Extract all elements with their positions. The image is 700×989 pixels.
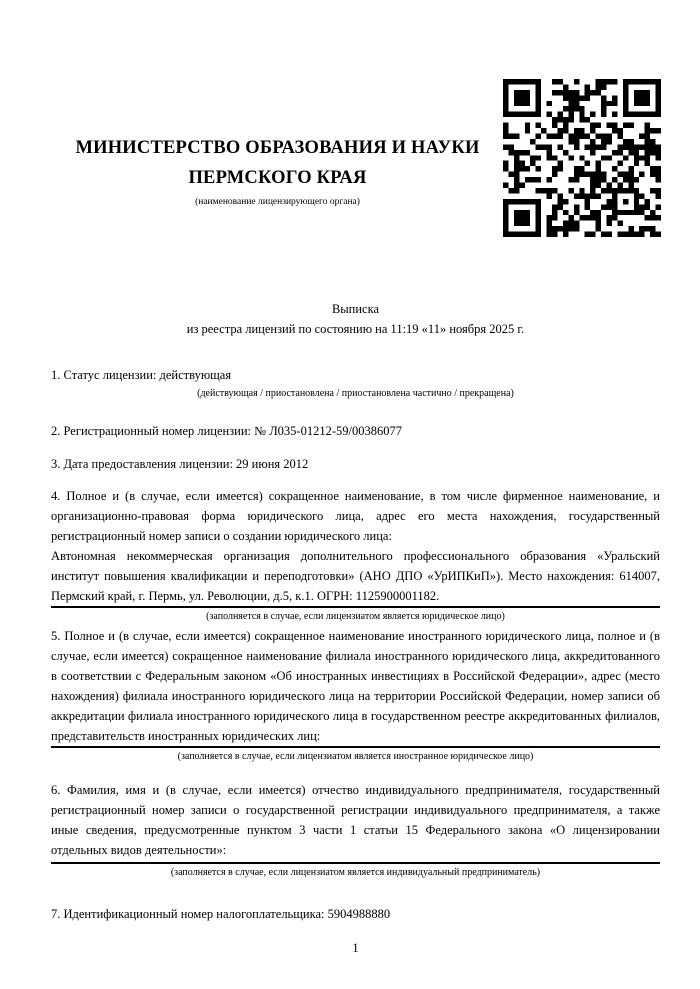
licensing-authority-block	[40, 133, 515, 209]
item-registration-number	[51, 421, 660, 441]
individual-entrepreneur-question: 6. Фамилия, имя и (в случае, если имеется) отчество индивидуального предпринимателя, государственный регистрационный номер записи о государственной регистрации индивидуального предпринимателя, а также иные сведения, предусмотренные пунктом 3 части 1 статьи 15 Федерального закона «О лицензировании отдельных видов деятельности»:	[51, 783, 660, 857]
legal-entity-answer: Автономная некоммерческая организация дополнительного профессионального образования «Уральский институт повышения квалификации и переподготовки» (АНО ДПО «УрИПКиП»). Место нахождения: 614007, Пермский край, г. Пермь, ул. Революции, д.5, к.1. ОГРН: 1125900001182.	[51, 549, 660, 603]
item-grant-date	[51, 454, 660, 474]
grant-date-text: 3. Дата предоставления лицензии: 29 июня 2012	[51, 457, 309, 471]
legal-entity-caption: (заполняется в случае, если лицензиатом является юридическое лицо)	[206, 611, 505, 622]
page-number: 1	[352, 941, 359, 955]
item-foreign-entity	[51, 626, 660, 764]
qr-code-icon	[503, 79, 661, 237]
registration-number-text: 2. Регистрационный номер лицензии: № Л035-01212-59/00386077	[51, 424, 402, 438]
document-title: Выписка	[331, 302, 380, 316]
foreign-entity-question: 5. Полное и (в случае, если имеется) сокращенное наименование иностранного юридического лица, полное и (в случае, если имеется) сокращенное наименование филиала иностранного юридического лица, аккредитованного в соответствии с Федеральным законом «Об иностранных инвестициях в Российской Федерации», адрес (место нахождения) филиала иностранного юридического лица на территории Российской Федерации, номер записи об аккредитации филиала иностранного юридического лица в государственном реестре аккредитованных филиалов, представительств иностранных юридических лиц:	[51, 629, 660, 743]
ministry-title-line2: ПЕРМСКОГО КРАЯ	[188, 168, 367, 188]
legal-entity-underline	[51, 606, 660, 608]
individual-entrepreneur-underline	[51, 862, 660, 864]
item-license-status	[51, 365, 660, 401]
ministry-title	[40, 133, 515, 193]
foreign-entity-underline	[51, 746, 660, 748]
foreign-entity-caption: (заполняется в случае, если лицензиатом является иностранное юридическое лицо)	[177, 751, 534, 762]
document-body	[51, 365, 660, 958]
taxpayer-number-text: 7. Идентификационный номер налогоплательщика: 5904988880	[51, 907, 391, 921]
item-taxpayer-number	[51, 904, 660, 924]
ministry-title-line1: МИНИСТЕРСТВО ОБРАЗОВАНИЯ И НАУКИ	[75, 138, 480, 158]
legal-entity-question: 4. Полное и (в случае, если имеется) сокращенное наименование, в том числе фирменное наименование, и организационно-правовая форма юридического лица, адрес его места нахождения, государственный регистрационный номер записи о создании юридического лица:	[51, 489, 660, 543]
individual-entrepreneur-caption: (заполняется в случае, если лицензиатом является индивидуальный предприниматель)	[170, 867, 541, 878]
document-subtitle: из реестра лицензий по состоянию на 11:19 «11» ноября 2025 г.	[186, 322, 525, 336]
license-status-caption: (действующая / приостановлена / приостановлена частично / прекращена)	[197, 388, 514, 399]
item-individual-entrepreneur	[51, 780, 660, 880]
license-status-text: 1. Статус лицензии: действующая	[51, 368, 232, 382]
item-legal-entity	[51, 486, 660, 624]
ministry-note: (наименование лицензирующего органа)	[195, 197, 360, 207]
document-header	[0, 0, 700, 299]
document-title-block	[51, 299, 660, 339]
